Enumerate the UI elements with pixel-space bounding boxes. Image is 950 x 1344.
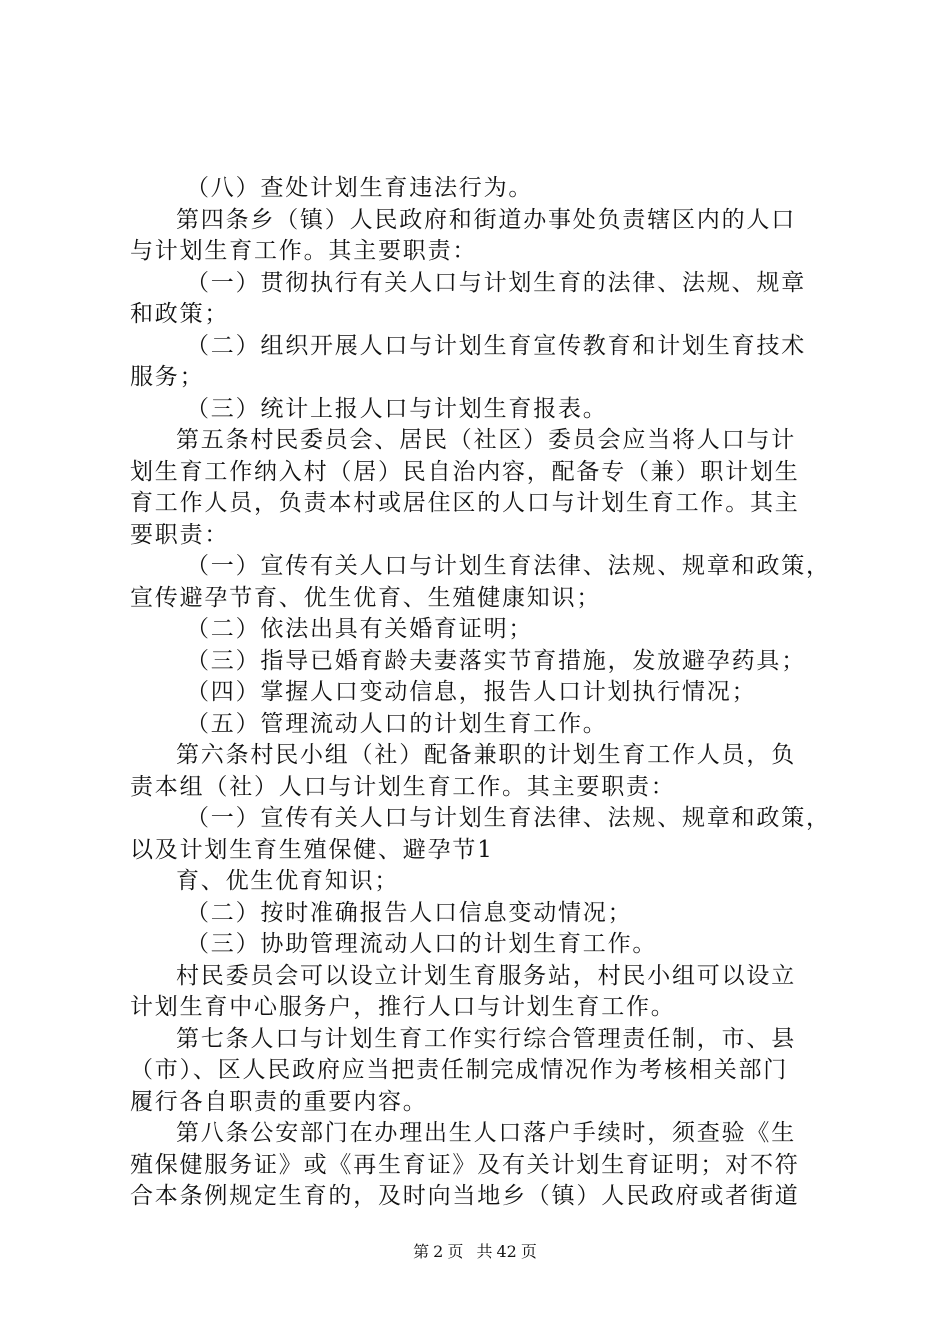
text-line: （一）宣传有关人口与计划生育法律、法规、规章和政策， bbox=[186, 553, 831, 579]
text-line: （二）依法出具有关婚育证明； bbox=[186, 616, 534, 642]
text-line: （八）查处计划生育违法行为。 bbox=[186, 175, 534, 201]
text-line: 要职责： bbox=[130, 521, 230, 548]
text-line: （五）管理流动人口的计划生育工作。 bbox=[186, 710, 608, 737]
footer-page-label: 第 2 页 bbox=[413, 1242, 464, 1261]
page-footer bbox=[0, 1242, 950, 1262]
text-line: 责本组（社）人口与计划生育工作。其主要职责： bbox=[130, 773, 676, 800]
text-line: 第六条村民小组（社）配备兼职的计划生育工作人员，负 bbox=[176, 742, 796, 768]
text-line: （市）、区人民政府应当把责任制完成情况作为考核相关部门 bbox=[130, 1057, 789, 1083]
text-line: 殖保健服务证》或《再生育证》及有关计划生育证明；对不符 bbox=[130, 1151, 800, 1178]
text-line: 服务； bbox=[130, 364, 205, 390]
text-line: （三）统计上报人口与计划生育报表。 bbox=[186, 395, 608, 422]
text-line: 育工作人员，负责本村或居住区的人口与计划生育工作。其主 bbox=[130, 490, 800, 516]
text-line: （三）指导已婚育龄夫妻落实节育措施，发放避孕药具； bbox=[186, 647, 806, 674]
text-line: 第四条乡（镇）人民政府和街道办事处负责辖区内的人口 bbox=[176, 206, 796, 233]
document-body bbox=[130, 173, 832, 1213]
text-line: 履行各自职责的重要内容。 bbox=[130, 1088, 428, 1115]
text-line: 以及计划生育生殖保健、避孕节1 bbox=[130, 836, 494, 863]
text-line: （三）协助管理流动人口的计划生育工作。 bbox=[186, 931, 658, 957]
footer-total-label: 共 42 页 bbox=[476, 1242, 537, 1261]
text-line: （二）按时准确报告人口信息变动情况； bbox=[186, 899, 633, 926]
text-line: 第八条公安部门在办理出生人口落户手续时，须查验《生 bbox=[176, 1120, 796, 1146]
text-line: 划生育工作纳入村（居）民自治内容，配备专（兼）职计划生 bbox=[130, 458, 800, 485]
text-line: （四）掌握人口变动信息，报告人口计划执行情况； bbox=[186, 679, 757, 705]
text-line: 第五条村民委员会、居民（社区）委员会应当将人口与计 bbox=[176, 427, 796, 453]
text-line: 村民委员会可以设立计划生育服务站，村民小组可以设立 bbox=[176, 962, 796, 989]
text-line: 计划生育中心服务户，推行人口与计划生育工作。 bbox=[130, 994, 676, 1020]
text-line: （二）组织开展人口与计划生育宣传教育和计划生育技术 bbox=[186, 332, 806, 359]
text-line: 和政策； bbox=[130, 301, 230, 327]
text-line: 育、优生优育知识； bbox=[176, 868, 400, 894]
text-line: 宣传避孕节育、优生优育、生殖健康知识； bbox=[130, 584, 602, 611]
text-line: 合本条例规定生育的，及时向当地乡（镇）人民政府或者街道 bbox=[130, 1183, 800, 1209]
text-line: 与计划生育工作。其主要职责： bbox=[130, 238, 478, 264]
text-line: （一）贯彻执行有关人口与计划生育的法律、法规、规章 bbox=[186, 269, 806, 296]
text-line: （一）宣传有关人口与计划生育法律、法规、规章和政策， bbox=[186, 805, 831, 831]
text-line: 第七条人口与计划生育工作实行综合管理责任制，市、县 bbox=[176, 1025, 796, 1052]
